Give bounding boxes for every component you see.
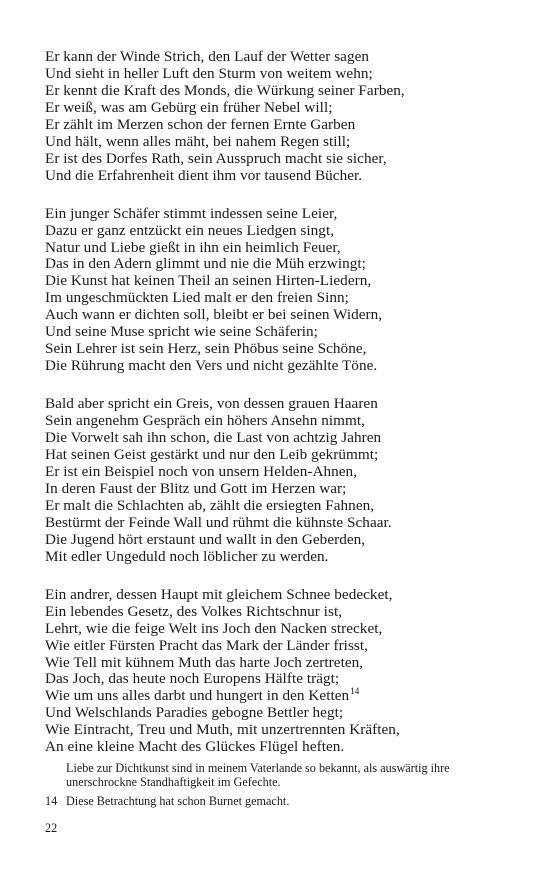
page-number: 22: [45, 821, 58, 835]
verse-text: Wie um uns alles darbt und hungert in den Ketten: [45, 687, 350, 705]
verse-line: Auch wann er dichten soll, bleibt er bei seinen Widern,: [45, 306, 383, 324]
verse-line: Bald aber spricht ein Greis, von dessen grauen Haaren: [45, 395, 378, 413]
verse-line: Ein junger Schäfer stimmt indessen seine Leier,: [45, 204, 338, 222]
verse-line-with-footnote: [45, 688, 515, 705]
verse-line: Bestürmt der Feinde Wall und rühmt die kühnste Schaar.: [45, 513, 392, 531]
stanza-3: [45, 396, 515, 566]
verse-line: Er weiß, was am Gebürg ein früher Nebel will;: [45, 98, 333, 116]
footnote-marker: 14: [350, 686, 360, 697]
verse-line: Und Welschlands Paradies gebogne Bettler hegt;: [45, 704, 344, 722]
verse-line: Und seine Muse spricht wie seine Schäferin;: [45, 323, 318, 341]
verse-line: Er ist ein Beispiel noch von unsern Helden-Ahnen,: [45, 462, 358, 480]
verse-line: Sein Lehrer ist sein Herz, sein Phöbus seine Schöne,: [45, 340, 367, 358]
stanza-2: [45, 206, 515, 376]
verse-line: An eine kleine Macht des Glückes Flügel heften.: [45, 738, 345, 756]
verse-line: Im ungeschmückten Lied malt er den freien Sinn;: [45, 289, 349, 307]
verse-line: Ein andrer, dessen Haupt mit gleichem Schnee bedecket,: [45, 585, 393, 603]
verse-line: Wie Eintracht, Treu und Muth, mit unzertrennten Kräften,: [45, 721, 400, 739]
verse-line: Lehrt, wie die feige Welt ins Joch den Nacken strecket,: [45, 619, 383, 637]
verse-line: Dazu er ganz entzückt ein neues Liedgen singt,: [45, 221, 335, 239]
footnote-14: [45, 794, 515, 808]
verse-line: Und hält, wenn alles mäht, bei nahem Regen still;: [45, 132, 351, 150]
footnotes: [45, 761, 515, 808]
verse-line: Ein lebendes Gesetz, des Volkes Richtschnur ist,: [45, 602, 343, 620]
footnote-number: 14: [45, 794, 58, 808]
verse-line: Das in den Adern glimmt und nie die Müh erzwingt;: [45, 255, 366, 273]
verse-line: Natur und Liebe gießt in ihn ein heimlich Feuer,: [45, 238, 341, 256]
verse-line: Mit edler Ungeduld noch löblicher zu werden.: [45, 547, 329, 565]
verse-line: Und sieht in heller Luft den Sturm von weitem wehn;: [45, 64, 373, 82]
verse-line: Sein angenehm Gespräch ein höhers Ansehn nimmt,: [45, 412, 365, 430]
verse-line: Die Vorwelt sah ihn schon, die Last von achtzig Jahren: [45, 429, 382, 447]
verse-line: Er malt die Schlachten ab, zählt die ersiegten Fahnen,: [45, 496, 375, 514]
verse-line: Die Rührung macht den Vers und nicht gezählte Töne.: [45, 357, 378, 375]
stanza-4: [45, 587, 515, 757]
verse-line: Er ist des Dorfes Rath, sein Ausspruch macht sie sicher,: [45, 149, 387, 167]
verse-line: Er kann der Winde Strich, den Lauf der Wetter sagen: [45, 48, 370, 65]
verse-line: Wie Tell mit kühnem Muth das harte Joch zertreten,: [45, 653, 364, 671]
verse-line: Er zählt im Merzen schon der fernen Ernte Garben: [45, 115, 356, 133]
footnote-continuation: Liebe zur Dichtkunst sind in meinem Vaterlande so bekannt, als auswärtig ihre unerschrockne Standhaftigkeit im Gefechte.: [66, 761, 450, 789]
verse-line: In deren Faust der Blitz und Gott im Herzen war;: [45, 479, 347, 497]
stanza-1: [45, 49, 515, 185]
verse-line: Wie eitler Fürsten Pracht das Mark der Länder frisst,: [45, 636, 368, 654]
verse-line: Die Kunst hat keinen Theil an seinen Hirten-Liedern,: [45, 272, 372, 290]
poem-body: [45, 49, 515, 777]
footnote-text: Diese Betrachtung hat schon Burnet gemacht.: [66, 794, 290, 808]
verse-line: Er kennt die Kraft des Monds, die Würkung seiner Farben,: [45, 81, 405, 99]
verse-line: Und die Erfahrenheit dient ihm vor tausend Bücher.: [45, 166, 363, 184]
verse-line: Hat seinen Geist gestärkt und nur den Leib gekrümmt;: [45, 446, 379, 464]
verse-line: Die Jugend hört erstaunt und wallt in den Geberden,: [45, 530, 366, 548]
verse-line: Das Joch, das heute noch Europens Hälfte trägt;: [45, 670, 340, 688]
